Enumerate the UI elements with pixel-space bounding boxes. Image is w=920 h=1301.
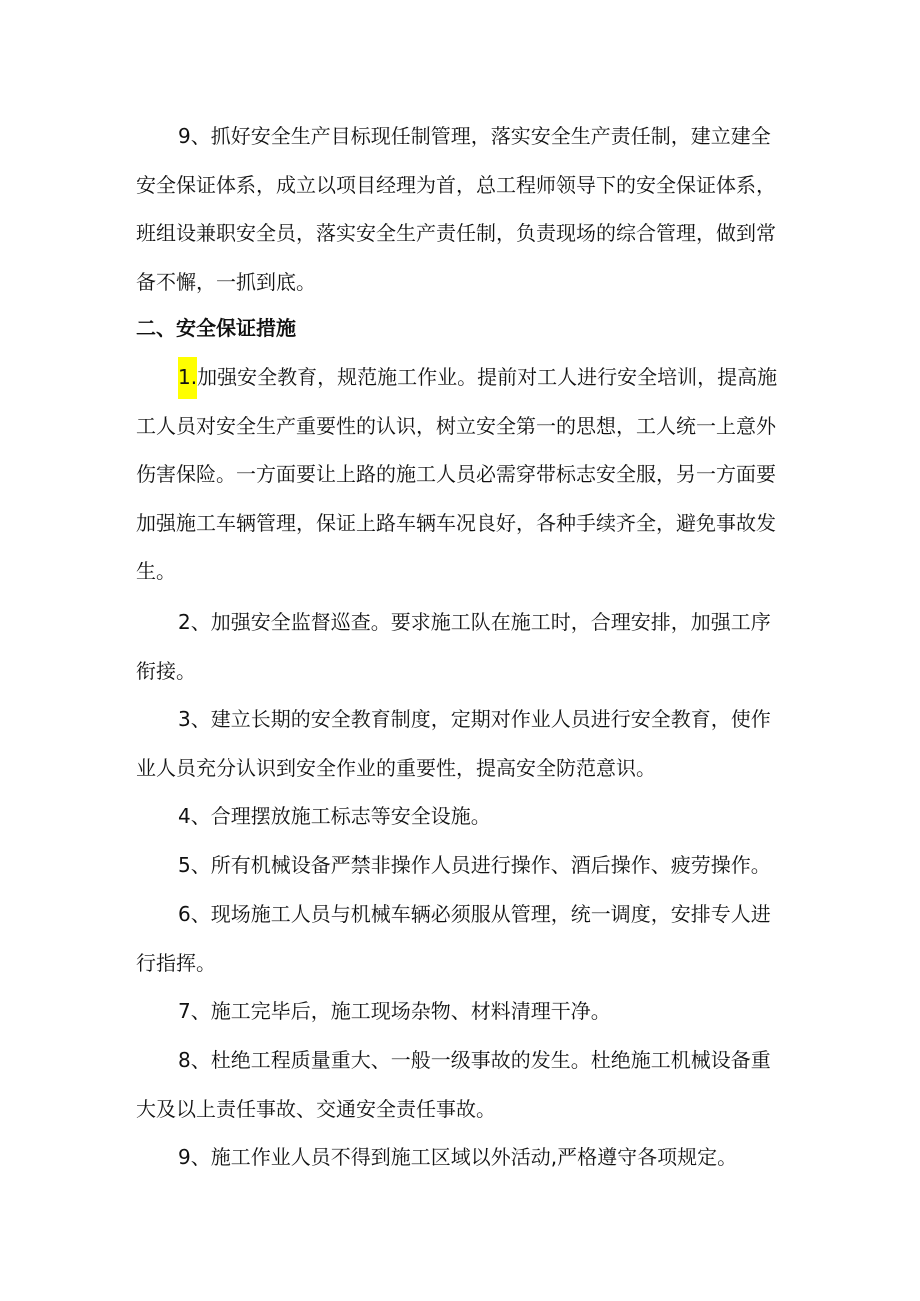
item-text: 施工作业人员不得到施工区域以外活动,严格遵守各项规定。	[210, 1145, 738, 1169]
list-item	[136, 841, 784, 890]
item-number: 9、	[178, 1145, 211, 1169]
intro-paragraph: 9、抓好安全生产目标现任制管理，落实安全生产责任制，建立建全安全保证体系，成立以项目经理为首，总工程师领导下的安全保证体系，班组设兼职安全员，落实安全生产责任制，负责现场的综合管理，做到常备不懈，一抓到底。	[136, 124, 776, 294]
item-number: 3、	[178, 707, 211, 731]
item-text: 建立长期的安全教育制度，定期对作业人员进行安全教育，使作业人员充分认识到安全作业的重要性，提高安全防范意识。	[136, 707, 771, 780]
list-item	[136, 987, 784, 1036]
item-text: 杜绝工程质量重大、一般一级事故的发生。杜绝施工机械设备重大及以上责任事故、交通安全责任事故。	[136, 1048, 771, 1121]
item-number: 7、	[178, 999, 211, 1023]
item-text: 加强安全教育，规范施工作业。提前对工人进行安全培训，提高施工人员对安全生产重要性的认识，树立安全第一的思想，工人统一上意外伤害保险。一方面要让上路的施工人员必需穿带标志安全服，另一方面要加强施工车辆管理，保证上路车辆车况良好，各种手续齐全，避免事故发生。	[136, 365, 778, 583]
item-number: 4、	[178, 804, 211, 828]
list-item	[136, 890, 784, 987]
list-item	[136, 1133, 784, 1182]
item-text: 现场施工人员与机械车辆必须服从管理，统一调度，安排专人进行指挥。	[136, 902, 771, 975]
list-item	[136, 792, 784, 841]
item-text: 所有机械设备严禁非操作人员进行操作、酒后操作、疲劳操作。	[210, 853, 771, 877]
list-item	[136, 353, 784, 596]
item-text: 加强安全监督巡查。要求施工队在施工时，合理安排，加强工序衔接。	[136, 610, 771, 683]
section-heading: 二、安全保证措施	[136, 316, 296, 340]
list-item	[136, 695, 784, 792]
item-number-highlighted: 1.	[178, 357, 197, 399]
item-number: 5、	[178, 853, 211, 877]
list-item	[136, 598, 784, 695]
item-number: 2、	[178, 610, 211, 634]
list-item	[136, 1036, 784, 1133]
item-text: 合理摆放施工标志等安全设施。	[210, 804, 491, 828]
item-number: 6、	[178, 902, 211, 926]
item-number: 8、	[178, 1048, 211, 1072]
item-text: 施工完毕后，施工现场杂物、材料清理干净。	[210, 999, 611, 1023]
